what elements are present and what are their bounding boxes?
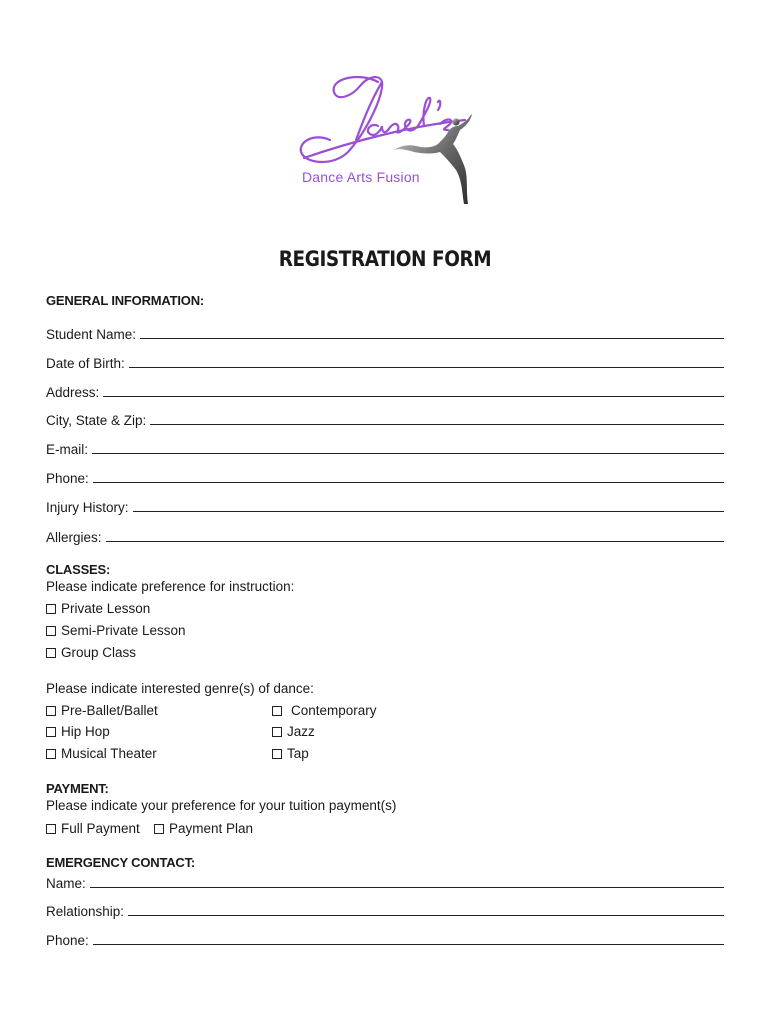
- city-state-zip-field[interactable]: [46, 413, 724, 428]
- pre-ballet-checkbox[interactable]: [46, 703, 158, 718]
- field-label: Injury History:: [46, 500, 129, 515]
- classes-heading: CLASSES:: [46, 562, 111, 577]
- genre-prompt: Please indicate interested genre(s) of dance:: [46, 681, 314, 696]
- checkbox-label: Jazz: [287, 724, 315, 739]
- contemporary-checkbox[interactable]: [272, 703, 377, 718]
- checkbox-label: Pre-Ballet/Ballet: [61, 703, 158, 718]
- checkbox-label: Group Class: [61, 645, 137, 660]
- fill-line[interactable]: [140, 337, 724, 339]
- field-label: Name:: [46, 876, 86, 891]
- phone-field[interactable]: [46, 471, 724, 486]
- checkbox-box[interactable]: [46, 648, 56, 658]
- fill-line[interactable]: [128, 914, 724, 916]
- checkbox-label: Tap: [287, 746, 309, 761]
- payment-prompt: Please indicate your preference for your tuition payment(s): [46, 798, 397, 813]
- checkbox-box[interactable]: [154, 824, 164, 834]
- fill-line[interactable]: [133, 510, 724, 512]
- fill-line[interactable]: [103, 395, 724, 397]
- emergency-contact-heading: EMERGENCY CONTACT:: [46, 855, 196, 870]
- student-name-field[interactable]: [46, 327, 724, 342]
- fill-line[interactable]: [90, 886, 724, 888]
- instruction-prompt: Please indicate preference for instruction:: [46, 579, 295, 594]
- jazz-checkbox[interactable]: [272, 724, 315, 739]
- checkbox-label: Contemporary: [291, 703, 377, 718]
- emergency-phone-field[interactable]: [46, 933, 724, 948]
- address-field[interactable]: [46, 385, 724, 400]
- general-info-heading: GENERAL INFORMATION:: [46, 293, 205, 308]
- fill-line[interactable]: [106, 540, 724, 542]
- checkbox-box[interactable]: [46, 824, 56, 834]
- private-lesson-checkbox[interactable]: [46, 601, 150, 616]
- checkbox-label: Semi-Private Lesson: [61, 623, 186, 638]
- field-label: Student Name:: [46, 327, 137, 342]
- checkbox-box[interactable]: [46, 626, 56, 636]
- field-label: City, State & Zip:: [46, 413, 147, 428]
- field-label: Phone:: [46, 933, 89, 948]
- hip-hop-checkbox[interactable]: [46, 724, 110, 739]
- field-label: Relationship:: [46, 904, 125, 919]
- checkbox-box[interactable]: [272, 749, 282, 759]
- group-class-checkbox[interactable]: [46, 645, 136, 660]
- fill-line[interactable]: [150, 423, 724, 425]
- field-label: E-mail:: [46, 442, 89, 457]
- date-of-birth-field[interactable]: [46, 356, 724, 371]
- logo-subtitle: Dance Arts Fusion: [302, 169, 420, 185]
- email-field[interactable]: [46, 442, 724, 457]
- checkbox-box[interactable]: [46, 706, 56, 716]
- checkbox-label: Hip Hop: [61, 724, 110, 739]
- field-label: Address:: [46, 385, 100, 400]
- checkbox-label: Private Lesson: [61, 601, 151, 616]
- emergency-relationship-field[interactable]: [46, 904, 724, 919]
- checkbox-box[interactable]: [46, 604, 56, 614]
- musical-theater-checkbox[interactable]: [46, 746, 157, 761]
- fill-line[interactable]: [93, 481, 724, 483]
- checkbox-box[interactable]: [272, 706, 282, 716]
- checkbox-label: Musical Theater: [61, 746, 157, 761]
- semi-private-lesson-checkbox[interactable]: [46, 623, 186, 638]
- payment-heading: PAYMENT:: [46, 781, 109, 796]
- field-label: Date of Birth:: [46, 356, 125, 371]
- field-label: Allergies:: [46, 530, 102, 545]
- checkbox-label: Payment Plan: [169, 821, 254, 836]
- checkbox-box[interactable]: [46, 749, 56, 759]
- checkbox-box[interactable]: [272, 727, 282, 737]
- page-title: REGISTRATION FORM: [278, 247, 492, 271]
- full-payment-checkbox[interactable]: [46, 821, 140, 836]
- allergies-field[interactable]: [46, 530, 724, 545]
- tap-checkbox[interactable]: [272, 746, 309, 761]
- injury-history-field[interactable]: [46, 500, 724, 515]
- fill-line[interactable]: [92, 452, 724, 454]
- janels-logo: [290, 68, 490, 213]
- checkbox-label: Full Payment: [61, 821, 140, 836]
- payment-plan-checkbox[interactable]: [154, 821, 253, 836]
- field-label: Phone:: [46, 471, 89, 486]
- emergency-name-field[interactable]: [46, 876, 724, 891]
- fill-line[interactable]: [93, 943, 724, 945]
- fill-line[interactable]: [129, 366, 724, 368]
- checkbox-box[interactable]: [46, 727, 56, 737]
